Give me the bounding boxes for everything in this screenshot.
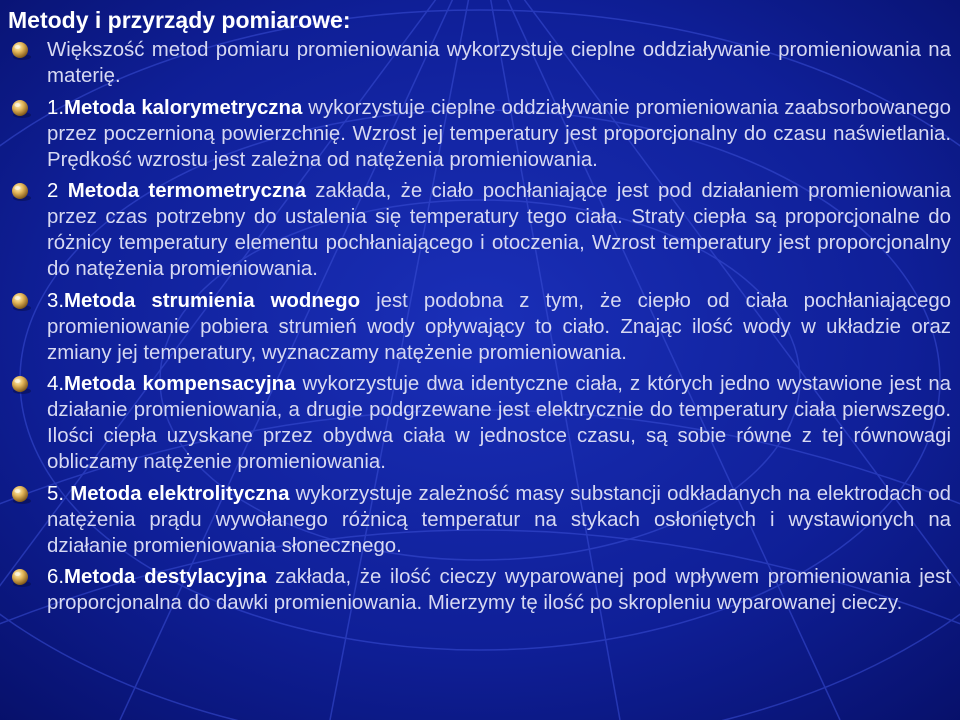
item-text: wykorzystuje dwa identyczne ciała, z których jedno wystawione jest na działanie promieniowania, a drugie podgrzewane jest elektrycznie do temperatury ciała pierwszego. Ilości ciepła uzyskane przez obydwa ciała w jednostce czasu, są sobie równe z tej równowagi obliczamy natężenie promieniowania. [47, 373, 951, 473]
method-name: Metoda kalorymetryczna [64, 96, 303, 119]
item-number: 5. [47, 482, 71, 505]
bullet-icon [10, 182, 32, 202]
item-number: 1. [47, 96, 65, 119]
bullet-item [0, 95, 960, 173]
item-number: 2 [47, 180, 68, 202]
slide-title: Metody i przyrządy pomiarowe: [8, 7, 351, 33]
bullet-icon [10, 568, 32, 588]
bullet-icon [10, 292, 32, 312]
item-text: zakłada, że ilość cieczy wyparowanej pod wpływem promieniowania jest proporcjonalna do dawki promieniowania. Mierzymy tę ilość po skropleniu wyparowanej cieczy. [47, 566, 951, 614]
method-name: Metoda kompensacyjna [64, 373, 296, 395]
method-name: Metoda destylacyjna [64, 566, 267, 588]
item-text: wykorzystuje zależność masy substancji odkładanych na elektrodach od natężenia prądu wywołanego różnicą temperatur na stykach osłoniętych i wystawionych na działanie promieniowania słonecznego. [47, 482, 951, 557]
bullet-icon [10, 99, 32, 119]
bullet-item [0, 481, 960, 559]
bullet-icon [10, 485, 32, 505]
bullet-item [0, 288, 960, 366]
method-name: Metoda strumienia wodnego [64, 289, 361, 312]
item-text: jest podobna z tym, że ciepło od ciała pochłaniającego promieniowanie pobiera strumień wody opływający to ciało. Znając ilość wody w układzie oraz zmiany jej temperatury, wyznaczamy natężenie promieniowania. [47, 289, 952, 364]
bullet-list [0, 37, 960, 622]
item-number: 6. [47, 566, 65, 588]
method-name: Metoda termometryczna [67, 180, 306, 202]
bullet-item [0, 564, 960, 616]
item-number: 3. [47, 289, 65, 312]
bullet-icon [10, 375, 32, 395]
item-text: wykorzystuje cieplne oddziaływanie promieniowania zaabsorbowanego przez poczernioną powierzchnię. Wzrost jej temperatury jest proporcjonalny do czasu naświetlania. Prędkość wzrostu jest zależna od natężenia promieniowania. [47, 96, 951, 171]
item-number: 4. [47, 373, 65, 395]
bullet-item [0, 37, 960, 89]
method-name: Metoda elektrolityczna [70, 482, 290, 505]
bullet-icon [10, 41, 32, 61]
item-text: zakłada, że ciało pochłaniające jest pod działaniem promieniowania przez czas potrzebny do ustalenia się temperatury tego ciała. Straty ciepła są proporcjonalne do różnicy temperatury elementu pochłaniającego i otoczenia, Wzrost temperatury jest proporcjonalny do natężenia promieniowania. [47, 180, 951, 280]
bullet-item [0, 178, 960, 282]
bullet-item [0, 371, 960, 475]
item-text: Większość metod pomiaru promieniowania wykorzystuje cieplne oddziaływanie promieniowania na materię. [47, 39, 951, 87]
